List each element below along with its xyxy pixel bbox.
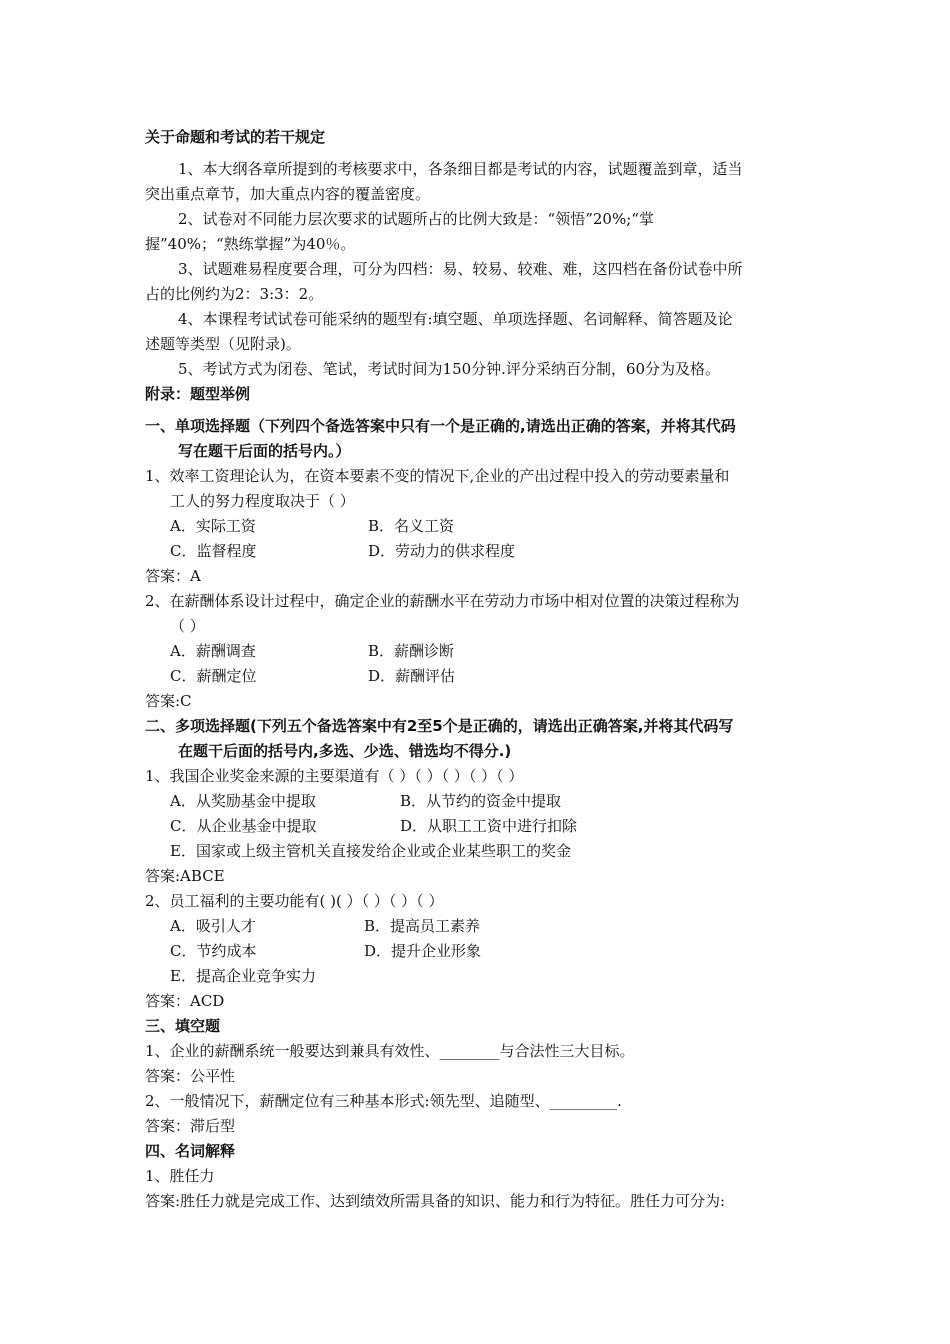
s1-q1-line-2: 工人的努力程度取决于（ ） — [170, 492, 355, 510]
s1-q2-answer: 答案:C — [145, 692, 192, 710]
s1-q1-line-1: 1、效率工资理论认为，在资本要素不变的情况下,企业的产出过程中投入的劳动要素量和 — [145, 467, 730, 485]
section2-heading-line-1: 二、多项选择题(下列五个备选答案中有2至5个是正确的，请选出正确答案,并将其代码写 — [145, 717, 734, 735]
section3-heading: 三、填空题 — [145, 1017, 221, 1035]
s3-q2-stem: 2、一般情况下，薪酬定位有三种基本形式:领先型、追随型、_________. — [145, 1092, 622, 1110]
s1-q1-option-d: D．劳动力的供求程度 — [368, 542, 516, 560]
s1-q1-option-a: A．实际工资 — [170, 517, 256, 535]
s3-q2-answer: 答案：滞后型 — [145, 1117, 236, 1135]
s1-q1-option-b: B．名义工资 — [368, 517, 455, 535]
rule-5-line-1: 5、考试方式为闭卷、笔试，考试时间为150分钟.评分采纳百分制，60分为及格。 — [178, 360, 721, 378]
section2-heading-line-2: 在题干后面的括号内,多选、少选、错选均不得分.) — [178, 742, 512, 760]
s4-q1-answer: 答案:胜任力就是完成工作、达到绩效所需具备的知识、能力和行为特征。胜任力可分为: — [145, 1192, 726, 1210]
s4-q1-term: 1、胜任力 — [145, 1167, 215, 1185]
s2-q2-answer: 答案：ACD — [145, 992, 225, 1010]
rule-3-line-2: 占的比例约为2：3:3：2。 — [145, 285, 324, 303]
s2-q2-stem: 2、员工福利的主要功能有( )( ）（ ）（ ）（ ） — [145, 892, 444, 910]
s1-q2-option-c: C．薪酬定位 — [170, 667, 257, 685]
rule-4-line-1: 4、本课程考试试卷可能采纳的题型有:填空题、单项选择题、名词解释、简答题及论 — [178, 310, 733, 328]
s2-q1-option-e: E．国家或上级主管机关直接发给企业或企业某些职工的奖金 — [170, 842, 571, 860]
rule-1-line-1: 1、本大纲各章所提到的考核要求中，各条细目都是考试的内容，试题覆盖到章，适当 — [178, 160, 743, 178]
rule-2-line-2: 握”40%；“熟练掌握”为40％。 — [145, 235, 356, 253]
appendix-title: 附录：题型举例 — [145, 385, 251, 403]
s3-q1-stem: 1、企业的薪酬系统一般要达到兼具有效性、________与合法性三大目标。 — [145, 1042, 635, 1060]
rule-4-line-2: 述题等类型（见附录)。 — [145, 335, 301, 353]
s1-q1-option-c: C．监督程度 — [170, 542, 257, 560]
s3-q1-answer: 答案：公平性 — [145, 1067, 236, 1085]
s2-q1-option-b: B．从节约的资金中提取 — [400, 792, 562, 810]
s2-q2-option-a: A．吸引人才 — [170, 917, 256, 935]
s2-q1-option-a: A．从奖励基金中提取 — [170, 792, 316, 810]
rule-3-line-1: 3、试题难易程度要合理，可分为四档：易、较易、较难、难，这四档在备份试卷中所 — [178, 260, 743, 278]
section1-heading-line-2: 写在题干后面的括号内。） — [178, 442, 351, 460]
s1-q2-line-2: （ ） — [170, 617, 205, 635]
s2-q1-option-d: D．从职工工资中进行扣除 — [400, 817, 578, 835]
s1-q2-line-1: 2、在薪酬体系设计过程中，确定企业的薪酬水平在劳动力市场中相对位置的决策过程称为 — [145, 592, 740, 610]
section1-heading-line-1: 一、单项选择题（下列四个备选答案中只有一个是正确的,请选出正确的答案，并将其代码 — [145, 417, 736, 435]
s2-q2-option-d: D．提升企业形象 — [364, 942, 482, 960]
s2-q1-stem: 1、我国企业奖金来源的主要渠道有（ ）（ ）（ ）（ ）（ ） — [145, 767, 524, 785]
rule-1-line-2: 突出重点章节，加大重点内容的覆盖密度。 — [145, 185, 431, 203]
s1-q2-option-a: A．薪酬调查 — [170, 642, 256, 660]
s1-q2-option-d: D．薪酬评估 — [368, 667, 456, 685]
document-title: 关于命题和考试的若干规定 — [145, 128, 326, 146]
s2-q1-answer: 答案:ABCE — [145, 867, 225, 885]
s2-q2-option-c: C．节约成本 — [170, 942, 257, 960]
s2-q2-option-b: B．提高员工素养 — [364, 917, 481, 935]
s1-q2-option-b: B．薪酬诊断 — [368, 642, 455, 660]
s2-q1-option-c: C．从企业基金中提取 — [170, 817, 317, 835]
s1-q1-answer: 答案：A — [145, 567, 201, 585]
s2-q2-option-e: E．提高企业竞争实力 — [170, 967, 316, 985]
section4-heading: 四、名词解释 — [145, 1142, 236, 1160]
rule-2-line-1: 2、试卷对不同能力层次要求的试题所占的比例大致是：“领悟”20%;“掌 — [178, 210, 654, 228]
